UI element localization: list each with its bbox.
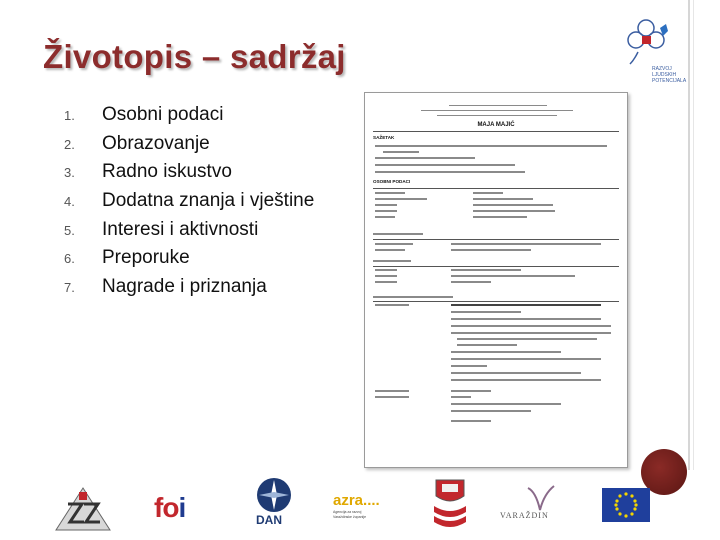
item-number: 7. bbox=[64, 280, 75, 296]
dan-logo-text: DAN bbox=[256, 513, 282, 527]
item-text: Radno iskustvo bbox=[102, 161, 232, 183]
item-text: Obrazovanje bbox=[102, 132, 210, 154]
eu-flag-icon bbox=[602, 488, 650, 522]
logo-caption: RAZVOJ LJUDSKIH POTENCIJALA bbox=[652, 66, 687, 84]
list-item bbox=[64, 276, 314, 305]
slide-title: Životopis – sadržaj bbox=[43, 38, 346, 75]
item-number: 5. bbox=[64, 222, 75, 238]
cv-section-summary: SAŽETAK bbox=[373, 135, 395, 140]
slide-edge-line-secondary bbox=[693, 0, 694, 470]
item-text: Nagrade i priznanja bbox=[102, 276, 267, 298]
ljudski-potencijali-logo bbox=[618, 16, 690, 92]
list-item bbox=[64, 133, 314, 162]
foi-logo: foi bbox=[154, 492, 186, 523]
item-number: 1. bbox=[64, 108, 75, 123]
azra-logo: azra.... bbox=[333, 492, 380, 509]
item-number: 6. bbox=[64, 251, 75, 267]
cv-document-preview bbox=[364, 92, 628, 468]
item-number: 4. bbox=[64, 194, 75, 210]
contents-list bbox=[64, 104, 314, 305]
list-item bbox=[64, 104, 314, 133]
coat-of-arms-icon bbox=[432, 476, 468, 528]
list-item bbox=[64, 190, 314, 219]
cv-section-personal: OSOBNI PODACI bbox=[373, 179, 411, 184]
partner-logos-bar bbox=[0, 470, 720, 540]
item-text: Dodatna znanja i vještine bbox=[102, 190, 315, 212]
item-text: Preporuke bbox=[102, 247, 190, 269]
zz-logo-icon bbox=[54, 486, 112, 532]
dan-compass-icon bbox=[252, 476, 296, 514]
item-text: Interesi i aktivnosti bbox=[102, 218, 259, 240]
item-number: 2. bbox=[64, 136, 75, 152]
varazdin-v-icon bbox=[522, 484, 558, 514]
cv-name: MAJA MAJIĆ bbox=[477, 122, 515, 128]
list-item bbox=[64, 161, 314, 190]
list-item bbox=[64, 219, 314, 248]
list-item bbox=[64, 247, 314, 276]
item-number: 3. bbox=[64, 165, 75, 181]
varazdin-logo-text: VARAŽDIN bbox=[500, 511, 549, 520]
flower-icon bbox=[618, 16, 690, 66]
azra-subtitle: Agencija za razvoj Varaždinske županije bbox=[333, 510, 367, 519]
item-text: Osobni podaci bbox=[102, 104, 224, 125]
